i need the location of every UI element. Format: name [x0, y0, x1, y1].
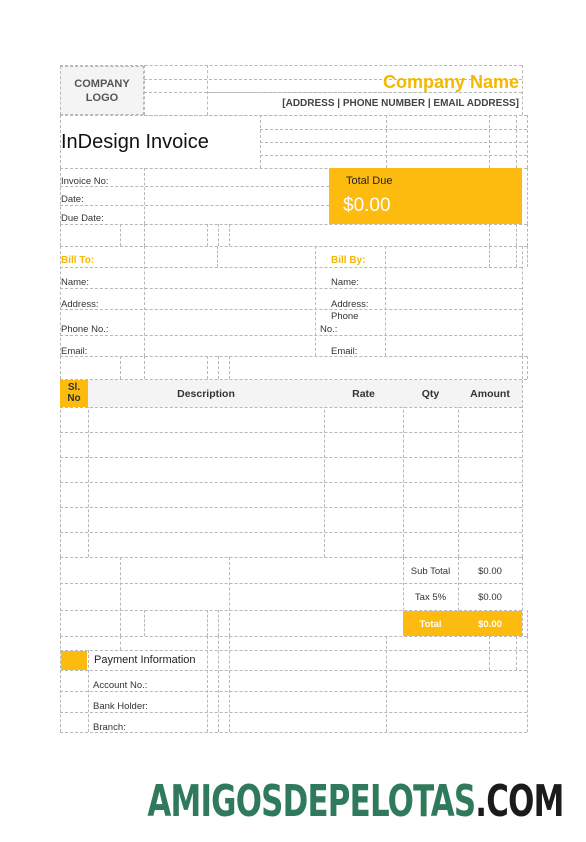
logo-line-1: COMPANY [74, 77, 130, 90]
tax-label: Tax 5% [414, 592, 447, 603]
due-date-label: Due Date: [61, 213, 104, 224]
item-cell-amount[interactable] [458, 432, 522, 457]
company-logo-placeholder [60, 66, 144, 115]
item-cell-description[interactable] [88, 407, 324, 432]
item-cell-amount[interactable] [458, 482, 522, 507]
item-cell-description[interactable] [88, 507, 324, 532]
item-cell-description[interactable] [88, 432, 324, 457]
item-cell-rate[interactable] [324, 507, 403, 532]
watermark-tld: .COM [475, 776, 564, 827]
item-cell-description[interactable] [88, 482, 324, 507]
item-cell-description[interactable] [88, 457, 324, 482]
item-cell-rate[interactable] [324, 457, 403, 482]
total-label: Total [419, 619, 442, 630]
column-header-qty: Qty [421, 388, 440, 400]
bill-by-address-label: Address: [331, 299, 369, 310]
account-no-label: Account No.: [93, 680, 148, 691]
bill-by-phone-label-line1: Phone [331, 311, 359, 322]
item-cell-slno[interactable] [60, 457, 88, 482]
payment-heading: Payment Information [94, 654, 196, 666]
item-cell-description[interactable] [88, 532, 324, 557]
bill-to-name-label: Name: [61, 277, 89, 288]
bill-to-phone-label: Phone No.: [61, 324, 109, 335]
slno-line-2: No [67, 393, 81, 404]
item-cell-qty[interactable] [403, 482, 458, 507]
item-cell-amount[interactable] [458, 507, 522, 532]
total-due-label: Total Due [346, 175, 393, 187]
bill-to-address-label: Address: [61, 299, 99, 310]
branch-label: Branch: [93, 722, 126, 733]
item-cell-amount[interactable] [458, 532, 522, 557]
bill-by-name-label: Name: [331, 277, 359, 288]
item-cell-rate[interactable] [324, 407, 403, 432]
invoice-no-label: Invoice No: [61, 176, 109, 187]
date-label: Date: [61, 194, 84, 205]
company-contact[interactable]: [ADDRESS | PHONE NUMBER | EMAIL ADDRESS] [282, 98, 519, 109]
invoice-title[interactable]: InDesign Invoice [61, 131, 209, 153]
column-header-amount: Amount [470, 388, 510, 400]
item-cell-qty[interactable] [403, 532, 458, 557]
payment-accent-block [61, 651, 87, 670]
item-cell-rate[interactable] [324, 482, 403, 507]
logo-line-2: LOGO [85, 91, 119, 104]
bill-to-heading: Bill To: [61, 255, 95, 266]
column-header-description: Description [177, 388, 235, 400]
sub-total-label: Sub Total [410, 566, 451, 577]
bill-by-email-label: Email: [331, 346, 358, 357]
sub-total-value[interactable]: $0.00 [478, 566, 502, 577]
item-cell-rate[interactable] [324, 532, 403, 557]
tax-value[interactable]: $0.00 [478, 592, 502, 603]
site-watermark [148, 776, 564, 827]
item-cell-amount[interactable] [458, 407, 522, 432]
item-cell-slno[interactable] [60, 482, 88, 507]
item-cell-slno[interactable] [60, 532, 88, 557]
bill-to-email-label: Email: [61, 346, 88, 357]
bill-by-heading: Bill By: [331, 255, 366, 266]
watermark-main: AMIGOSDEPELOTAS [147, 776, 476, 827]
item-cell-slno[interactable] [60, 407, 88, 432]
total-value[interactable]: $0.00 [478, 619, 502, 630]
item-cell-qty[interactable] [403, 432, 458, 457]
column-header-rate: Rate [352, 388, 375, 400]
item-cell-slno[interactable] [60, 507, 88, 532]
item-cell-qty[interactable] [403, 457, 458, 482]
item-cell-qty[interactable] [403, 407, 458, 432]
item-cell-rate[interactable] [324, 432, 403, 457]
bill-by-phone-label-line2: No.: [320, 324, 338, 335]
item-cell-qty[interactable] [403, 507, 458, 532]
bank-holder-label: Bank Holder: [93, 701, 148, 712]
slno-line-1: Sl. [67, 382, 81, 393]
column-header-slno [60, 380, 88, 407]
total-due-value[interactable]: $0.00 [343, 195, 391, 216]
item-cell-slno[interactable] [60, 432, 88, 457]
company-name[interactable]: Company Name [382, 72, 519, 92]
item-cell-amount[interactable] [458, 457, 522, 482]
